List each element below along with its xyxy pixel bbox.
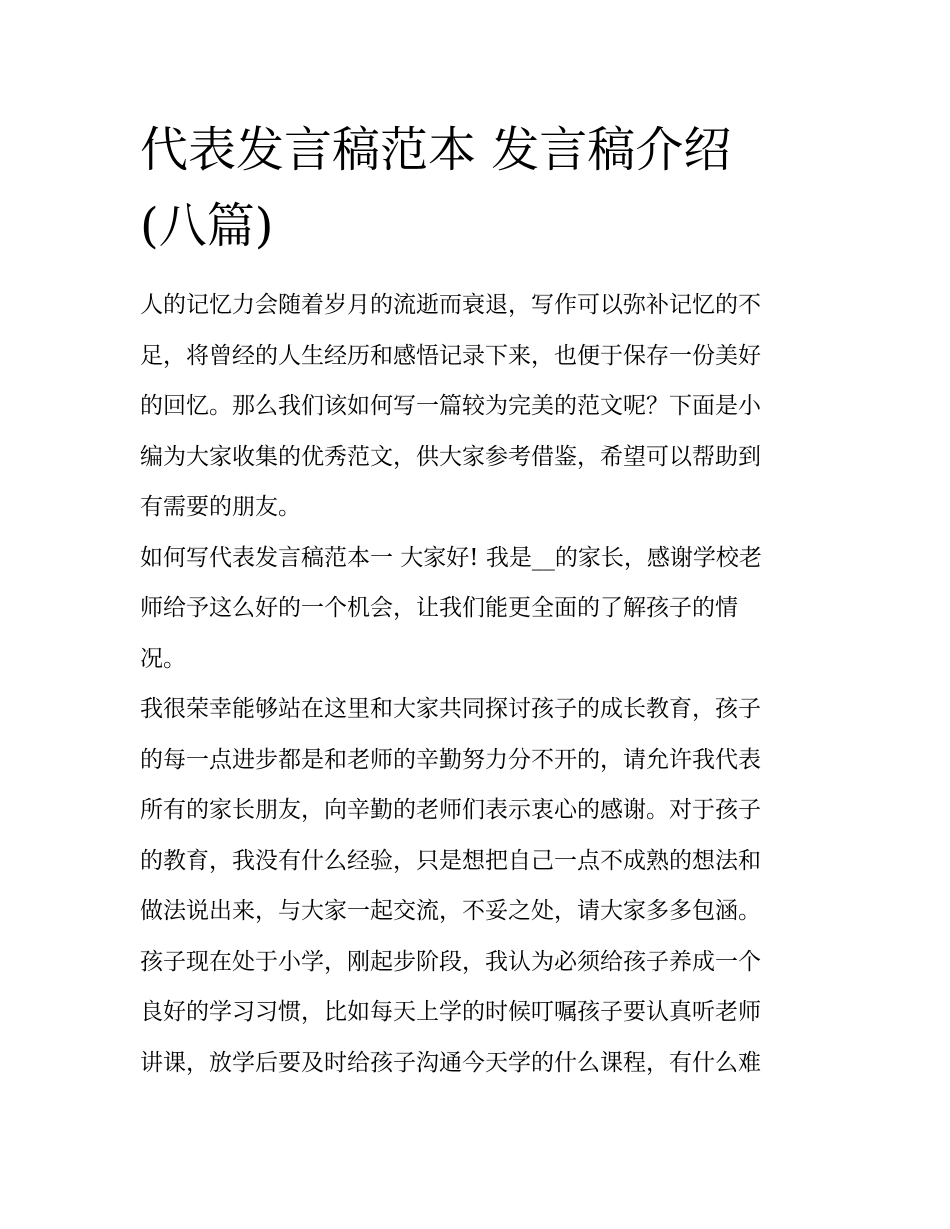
text-line: 讲课，放学后要及时给孩子沟通今天学的什么课程，有什么难 [140,1049,761,1076]
text-line: 师给予这么好的一个机会，让我们能更全面的了解孩子的情 [140,595,738,621]
paragraph-habits [140,937,820,1089]
paragraph-greeting [140,533,820,685]
paragraph-intro [140,280,820,533]
title-line: (八篇) [140,198,274,254]
text-line: 孩子现在处于小学，刚起步阶段，我认为必须给孩子养成一个 [140,948,761,975]
text-line: 编为大家收集的优秀范文，供大家参考借鉴，希望可以帮助到 [140,443,761,470]
text-line: 我很荣幸能够站在这里和大家共同探讨孩子的成长教育，孩子 [140,696,761,722]
text-line: 做法说出来，与大家一起交流，不妥之处，请大家多多包涵。 [140,898,761,924]
document-title [140,112,820,264]
paragraph-thanks [140,684,820,937]
text-line: 足，将曾经的人生经历和感悟记录下来，也便于保存一份美好 [140,342,761,369]
text-line: 有需要的朋友。 [140,494,301,520]
text-line: 的教育，我没有什么经验，只是想把自己一点不成熟的想法和 [140,847,761,874]
text-line: 如何写代表发言稿范本一 大家好! 我是__的家长，感谢学校老 [140,544,762,571]
text-line: 的每一点进步都是和老师的辛勤努力分不开的，请允许我代表 [140,746,761,773]
text-line: 良好的学习习惯，比如每天上学的时候叮嘱孩子要认真听老师 [140,999,761,1025]
text-line: 所有的家长朋友，向辛勤的老师们表示衷心的感谢。对于孩子 [140,797,761,823]
text-line: 的回忆。那么我们该如何写一篇较为完美的范文呢？下面是小 [140,393,761,419]
title-line: 代表发言稿范本 发言稿介绍 [140,122,732,178]
document-body [140,280,820,1088]
text-line: 况。 [140,645,186,672]
text-line: 人的记忆力会随着岁月的流逝而衰退，写作可以弥补记忆的不 [140,292,761,318]
